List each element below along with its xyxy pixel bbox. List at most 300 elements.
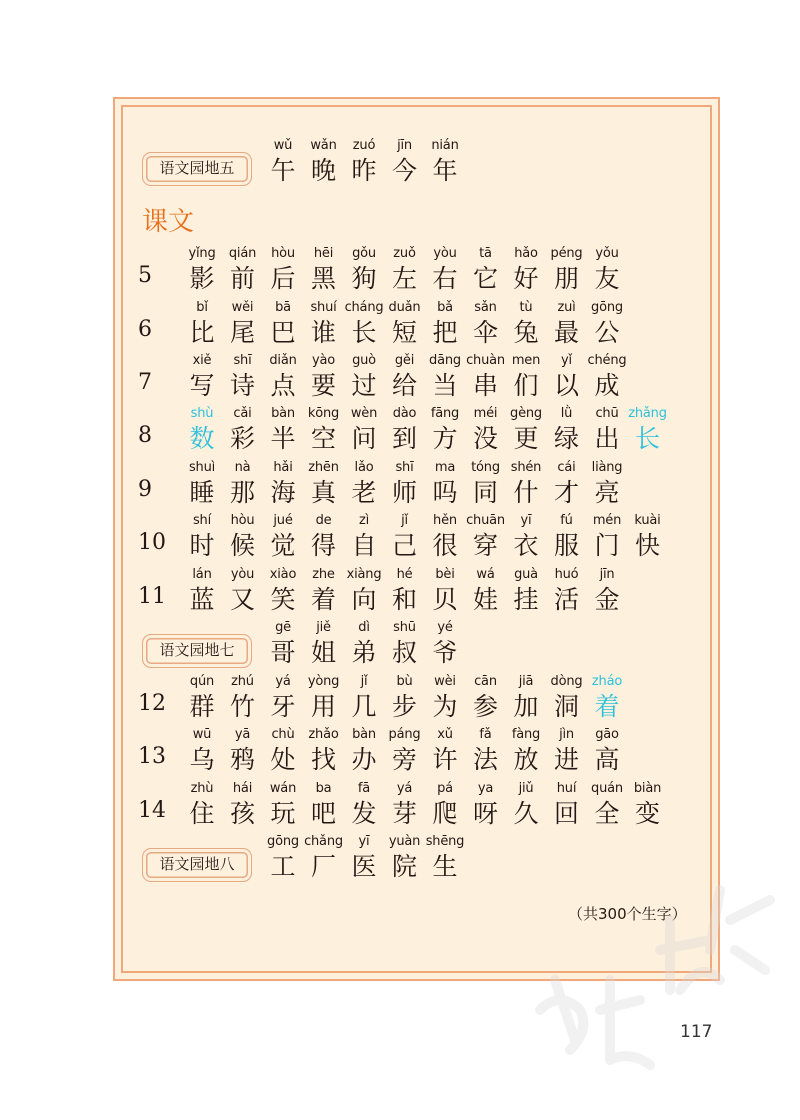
hanzi: 彩 — [229, 424, 255, 453]
pinyin: shuì — [188, 460, 216, 475]
hanzi: 时 — [189, 531, 215, 560]
hanzi: 晚 — [310, 156, 336, 185]
hanzi: 医 — [351, 852, 377, 881]
hanzi: 巴 — [270, 318, 296, 347]
lesson-number: 11 — [138, 584, 166, 609]
lesson-number: 14 — [138, 798, 166, 823]
hanzi: 变 — [634, 799, 660, 828]
hanzi: 真 — [310, 478, 336, 507]
hanzi: 爷 — [432, 638, 458, 667]
hanzi: 为 — [432, 692, 458, 721]
character-cell — [581, 726, 633, 776]
hanzi: 问 — [351, 424, 377, 453]
hanzi: 旁 — [391, 745, 417, 774]
pinyin: qián — [228, 246, 257, 261]
hanzi: 绿 — [553, 424, 579, 453]
pinyin: yǒu — [595, 246, 619, 261]
hanzi: 玩 — [270, 799, 296, 828]
hanzi: 哥 — [270, 638, 296, 667]
hanzi: 娃 — [472, 585, 498, 614]
pinyin: yá — [275, 674, 291, 689]
hanzi: 厂 — [310, 852, 336, 881]
pinyin: dòng — [550, 674, 583, 689]
hanzi: 前 — [229, 264, 255, 293]
hanzi: 后 — [270, 264, 296, 293]
pinyin: fǎ — [479, 727, 492, 742]
pinyin: tù — [519, 300, 533, 315]
pinyin: dì — [358, 620, 370, 635]
pinyin: bàn — [271, 406, 295, 421]
pinyin: yī — [520, 513, 532, 528]
pinyin: nián — [431, 138, 459, 153]
pinyin: hǎi — [273, 460, 293, 475]
hanzi: 老 — [351, 478, 377, 507]
pinyin: lǎo — [354, 460, 374, 475]
lesson-row — [0, 299, 800, 349]
pinyin: sǎn — [474, 300, 497, 315]
hanzi: 回 — [553, 799, 579, 828]
pinyin: ya — [477, 781, 494, 796]
pinyin: chǎng — [304, 834, 343, 849]
pinyin: shī — [233, 353, 252, 368]
hanzi: 群 — [189, 692, 215, 721]
hanzi: 生 — [432, 852, 458, 881]
hanzi: 门 — [594, 531, 620, 560]
garden-row — [0, 833, 800, 883]
pinyin: jiǔ — [518, 781, 534, 796]
pinyin: jīn — [599, 567, 615, 582]
pinyin: wá — [476, 567, 495, 582]
character-cell — [419, 833, 471, 883]
hanzi: 今 — [391, 156, 417, 185]
character-cell — [581, 352, 633, 402]
hanzi: 向 — [351, 585, 377, 614]
character-cell — [581, 673, 633, 723]
hanzi: 半 — [270, 424, 296, 453]
hanzi: 快 — [634, 531, 660, 560]
pinyin: wǎn — [310, 138, 337, 153]
pinyin: yòu — [433, 246, 457, 261]
pinyin: shù — [190, 406, 214, 421]
hanzi: 觉 — [270, 531, 296, 560]
hanzi: 活 — [553, 585, 579, 614]
pinyin: zhe — [312, 567, 335, 582]
pinyin: cái — [557, 460, 576, 475]
hanzi: 住 — [189, 799, 215, 828]
pinyin: hé — [396, 567, 413, 582]
hanzi: 服 — [553, 531, 579, 560]
lesson-number: 7 — [138, 370, 152, 395]
hanzi: 写 — [189, 371, 215, 400]
hanzi: 兔 — [513, 318, 539, 347]
hanzi: 笑 — [270, 585, 296, 614]
character-cell — [581, 459, 633, 509]
pinyin: fāng — [430, 406, 460, 421]
pinyin: yǐng — [188, 246, 216, 261]
hanzi: 出 — [594, 424, 620, 453]
hanzi: 才 — [553, 478, 579, 507]
pinyin: shēng — [425, 834, 465, 849]
pinyin: mén — [592, 513, 622, 528]
hanzi: 串 — [472, 371, 498, 400]
pinyin: huó — [554, 567, 579, 582]
pinyin: wǔ — [273, 138, 293, 153]
pinyin: kōng — [307, 406, 340, 421]
hanzi: 孩 — [229, 799, 255, 828]
hanzi: 没 — [472, 424, 498, 453]
hanzi: 发 — [351, 799, 377, 828]
hanzi: 比 — [189, 318, 215, 347]
pinyin: hòu — [230, 513, 255, 528]
pinyin: zhǎng — [628, 406, 667, 421]
pinyin: chuàn — [466, 353, 505, 368]
pinyin: zì — [358, 513, 370, 528]
hanzi: 年 — [432, 156, 458, 185]
hanzi: 挂 — [513, 585, 539, 614]
hanzi: 数 — [189, 424, 215, 453]
hanzi: 贝 — [432, 585, 458, 614]
pinyin: xiàng — [346, 567, 382, 582]
hanzi: 伞 — [472, 318, 498, 347]
hanzi: 同 — [472, 478, 498, 507]
pinyin: guò — [352, 353, 376, 368]
total-characters-note: （共300个生字） — [568, 905, 687, 923]
hanzi: 昨 — [351, 156, 377, 185]
character-cell — [419, 137, 471, 187]
pinyin: bǐ — [196, 300, 208, 315]
hanzi: 什 — [513, 478, 539, 507]
hanzi: 亮 — [594, 478, 620, 507]
pinyin: hòu — [271, 246, 295, 261]
garden-row — [0, 137, 800, 187]
pinyin: péng — [550, 246, 583, 261]
hanzi: 们 — [513, 371, 539, 400]
hanzi: 以 — [553, 371, 579, 400]
lesson-number: 5 — [138, 263, 152, 288]
hanzi: 尾 — [229, 318, 255, 347]
hanzi: 参 — [472, 692, 498, 721]
pinyin: shí — [192, 513, 212, 528]
hanzi: 加 — [513, 692, 539, 721]
hanzi: 短 — [391, 318, 417, 347]
hanzi: 吗 — [432, 478, 458, 507]
lesson-number: 6 — [138, 317, 152, 342]
hanzi: 很 — [432, 531, 458, 560]
pinyin: bā — [275, 300, 291, 315]
hanzi: 给 — [391, 371, 417, 400]
pinyin: lǜ — [560, 406, 573, 421]
pinyin: biàn — [633, 781, 662, 796]
hanzi: 着 — [594, 692, 620, 721]
lesson-row — [0, 726, 800, 776]
hanzi: 长 — [634, 424, 660, 453]
pinyin: shén — [510, 460, 542, 475]
pinyin: zhǎo — [308, 727, 339, 742]
pinyin: jué — [273, 513, 293, 528]
pinyin: quán — [591, 781, 623, 796]
lesson-number: 10 — [138, 530, 166, 555]
lesson-row — [0, 673, 800, 723]
hanzi: 长 — [351, 318, 377, 347]
pinyin: gěi — [394, 353, 415, 368]
pinyin: cǎi — [233, 406, 252, 421]
pinyin: guà — [514, 567, 538, 582]
hanzi: 乌 — [189, 745, 215, 774]
hanzi: 法 — [472, 745, 498, 774]
hanzi: 全 — [594, 799, 620, 828]
pinyin: chéng — [587, 353, 627, 368]
pinyin: hái — [232, 781, 253, 796]
hanzi: 进 — [553, 745, 579, 774]
pinyin: yǐ — [561, 353, 572, 368]
pinyin: tóng — [471, 460, 500, 475]
pinyin: ba — [315, 781, 332, 796]
pinyin: men — [511, 353, 541, 368]
hanzi: 得 — [310, 531, 336, 560]
hanzi: 院 — [391, 852, 417, 881]
hanzi: 办 — [351, 745, 377, 774]
hanzi: 公 — [594, 318, 620, 347]
pinyin: yī — [358, 834, 370, 849]
lesson-row — [0, 245, 800, 295]
pinyin: cháng — [344, 300, 384, 315]
hanzi: 鸦 — [229, 745, 255, 774]
pinyin: páng — [388, 727, 421, 742]
hanzi: 点 — [270, 371, 296, 400]
hanzi: 己 — [391, 531, 417, 560]
hanzi: 竹 — [229, 692, 255, 721]
garden-badge — [142, 848, 252, 882]
hanzi: 找 — [310, 745, 336, 774]
hanzi: 久 — [513, 799, 539, 828]
hanzi: 过 — [351, 371, 377, 400]
hanzi: 好 — [513, 264, 539, 293]
lesson-row — [0, 459, 800, 509]
hanzi: 叔 — [391, 638, 417, 667]
pinyin: chù — [271, 727, 295, 742]
pinyin: ma — [434, 460, 456, 475]
pinyin: fā — [357, 781, 371, 796]
hanzi: 候 — [229, 531, 255, 560]
hanzi: 朋 — [553, 264, 579, 293]
hanzi: 那 — [229, 478, 255, 507]
pinyin: jìn — [559, 727, 574, 742]
lesson-number: 13 — [138, 744, 166, 769]
pinyin: diǎn — [269, 353, 297, 368]
lesson-row — [0, 566, 800, 616]
pinyin: wū — [192, 727, 212, 742]
pinyin: zhēn — [308, 460, 339, 475]
hanzi: 放 — [513, 745, 539, 774]
pinyin: chū — [595, 406, 619, 421]
garden-badge-label: 语文园地八 — [159, 855, 235, 873]
pinyin: xiě — [192, 353, 212, 368]
garden-badge — [142, 152, 252, 186]
hanzi: 牙 — [270, 692, 296, 721]
lesson-number: 9 — [138, 477, 152, 502]
lesson-row — [0, 780, 800, 830]
pinyin: duǎn — [388, 300, 421, 315]
pinyin: lán — [192, 567, 212, 582]
pinyin: kuài — [634, 513, 661, 528]
hanzi: 当 — [432, 371, 458, 400]
pinyin: dāng — [429, 353, 461, 368]
hanzi: 步 — [391, 692, 417, 721]
hanzi: 几 — [351, 692, 377, 721]
pinyin: nà — [234, 460, 251, 475]
garden-badge-label: 语文园地五 — [159, 159, 235, 177]
hanzi: 谁 — [310, 318, 336, 347]
pinyin: zhù — [190, 781, 214, 796]
hanzi: 最 — [553, 318, 579, 347]
hanzi: 更 — [513, 424, 539, 453]
pinyin: bàn — [352, 727, 376, 742]
character-cell — [622, 780, 674, 830]
hanzi: 爬 — [432, 799, 458, 828]
pinyin: hǎo — [514, 246, 538, 261]
lesson-row — [0, 352, 800, 402]
garden-row — [0, 619, 800, 669]
hanzi: 把 — [432, 318, 458, 347]
hanzi: 成 — [594, 371, 620, 400]
pinyin: wěi — [231, 300, 254, 315]
pinyin: cān — [474, 674, 497, 689]
pinyin: shī — [395, 460, 414, 475]
pinyin: gōng — [591, 300, 623, 315]
section-heading: 课文 — [142, 207, 195, 237]
hanzi: 午 — [270, 156, 296, 185]
hanzi: 方 — [432, 424, 458, 453]
hanzi: 海 — [270, 478, 296, 507]
lesson-row — [0, 512, 800, 562]
hanzi: 处 — [270, 745, 296, 774]
pinyin: yòng — [307, 674, 340, 689]
hanzi: 狗 — [351, 264, 377, 293]
hanzi: 着 — [310, 585, 336, 614]
hanzi: 洞 — [553, 692, 579, 721]
pinyin: yòu — [230, 567, 255, 582]
hanzi: 许 — [432, 745, 458, 774]
pinyin: chuān — [466, 513, 505, 528]
pinyin: yào — [311, 353, 335, 368]
pinyin: bèi — [435, 567, 455, 582]
character-cell — [622, 405, 674, 455]
pinyin: bǎ — [437, 300, 453, 315]
pinyin: xǔ — [437, 727, 453, 742]
hanzi: 芽 — [391, 799, 417, 828]
pinyin: gōng — [267, 834, 299, 849]
pinyin: jiā — [518, 674, 534, 689]
pinyin: qún — [189, 674, 215, 689]
pinyin: bù — [396, 674, 413, 689]
pinyin: fú — [560, 513, 573, 528]
pinyin: huí — [556, 781, 577, 796]
pinyin: gǒu — [352, 246, 376, 261]
hanzi: 空 — [310, 424, 336, 453]
pinyin: jiě — [316, 620, 331, 635]
hanzi: 黑 — [310, 264, 336, 293]
pinyin: gē — [275, 620, 291, 635]
hanzi: 到 — [391, 424, 417, 453]
pinyin: pá — [437, 781, 453, 796]
pinyin: wèi — [434, 674, 456, 689]
hanzi: 要 — [310, 371, 336, 400]
pinyin: méi — [473, 406, 498, 421]
pinyin: jīn — [397, 138, 412, 153]
pinyin: hēi — [313, 246, 334, 261]
pinyin: jǐ — [360, 674, 368, 689]
hanzi: 睡 — [189, 478, 215, 507]
hanzi: 吧 — [310, 799, 336, 828]
hanzi: 用 — [310, 692, 336, 721]
pinyin: yé — [437, 620, 453, 635]
hanzi: 诗 — [229, 371, 255, 400]
pinyin: gèng — [510, 406, 542, 421]
hanzi: 工 — [270, 852, 296, 881]
pinyin: zhú — [231, 674, 254, 689]
hanzi: 右 — [432, 264, 458, 293]
character-cell — [419, 619, 471, 669]
character-cell — [581, 299, 633, 349]
pinyin: yá — [396, 781, 413, 796]
hanzi: 弟 — [351, 638, 377, 667]
pinyin: shū — [393, 620, 416, 635]
character-cell — [581, 566, 633, 616]
character-cell — [581, 245, 633, 295]
pinyin: yuàn — [388, 834, 421, 849]
pinyin: shuí — [310, 300, 337, 315]
hanzi: 自 — [351, 531, 377, 560]
pinyin: fàng — [511, 727, 541, 742]
lesson-number: 12 — [138, 691, 166, 716]
pinyin: de — [315, 513, 332, 528]
page-number: 117 — [680, 1022, 713, 1042]
garden-badge — [142, 634, 252, 668]
pinyin: tā — [479, 246, 492, 261]
hanzi: 和 — [391, 585, 417, 614]
pinyin: hěn — [433, 513, 457, 528]
pinyin: zuǒ — [393, 246, 416, 261]
pinyin: wèn — [350, 406, 378, 421]
hanzi: 衣 — [513, 531, 539, 560]
pinyin: liàng — [591, 460, 623, 475]
hanzi: 师 — [391, 478, 417, 507]
pinyin: jǐ — [401, 513, 408, 528]
pinyin: yā — [234, 727, 251, 742]
pinyin: gāo — [595, 727, 619, 742]
hanzi: 左 — [391, 264, 417, 293]
lesson-row — [0, 405, 800, 455]
pinyin: zuì — [557, 300, 576, 315]
hanzi: 蓝 — [189, 585, 215, 614]
hanzi: 高 — [594, 745, 620, 774]
pinyin: dào — [392, 406, 417, 421]
hanzi: 它 — [472, 264, 498, 293]
pinyin: zuó — [352, 138, 376, 153]
hanzi: 影 — [189, 264, 215, 293]
hanzi: 呀 — [472, 799, 498, 828]
hanzi: 又 — [229, 585, 255, 614]
pinyin: wán — [269, 781, 297, 796]
character-cell — [622, 512, 674, 562]
hanzi: 友 — [594, 264, 620, 293]
hanzi: 姐 — [310, 638, 336, 667]
hanzi: 金 — [594, 585, 620, 614]
garden-badge-label: 语文园地七 — [159, 641, 235, 659]
hanzi: 穿 — [472, 531, 498, 560]
lesson-number: 8 — [138, 423, 152, 448]
pinyin: zháo — [591, 674, 623, 689]
